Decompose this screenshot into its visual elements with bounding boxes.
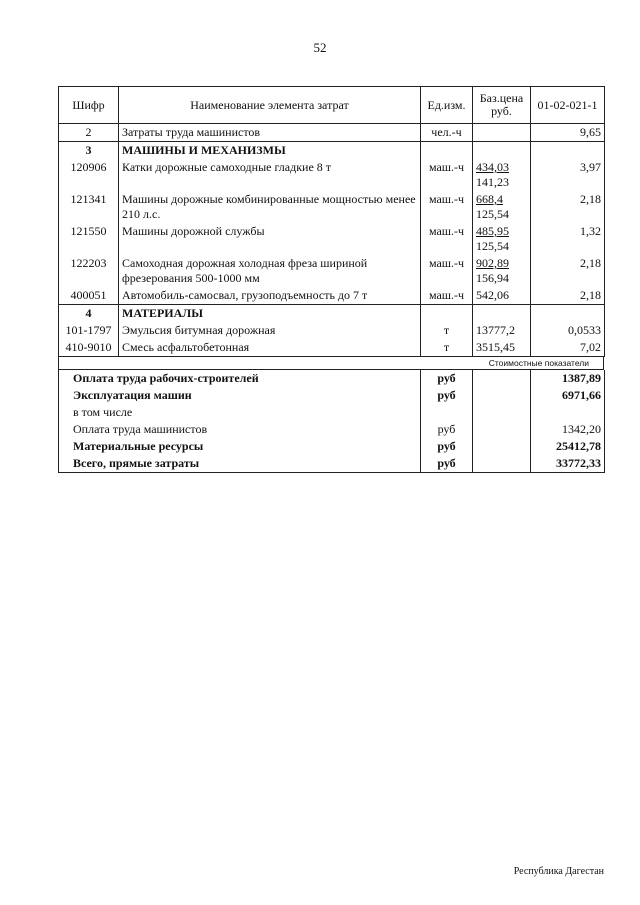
row-value: 2,18 xyxy=(531,287,605,305)
totals-empty xyxy=(473,404,531,421)
totals-value: 25412,78 xyxy=(531,438,605,455)
header-unit: Ед.изм. xyxy=(421,87,473,124)
totals-table xyxy=(58,370,605,473)
header-code: Шифр xyxy=(59,87,119,124)
row-price-main: 542,06 xyxy=(476,288,509,302)
row-code: 400051 xyxy=(59,287,119,305)
row-code: 101-1797 xyxy=(59,322,119,339)
totals-unit: руб xyxy=(421,438,473,455)
row-price-main: 668,4 xyxy=(476,192,503,206)
header-price-line2: руб. xyxy=(491,104,512,118)
table-row xyxy=(59,124,605,142)
header-price xyxy=(473,87,531,124)
row-value: 7,02 xyxy=(531,339,605,357)
row-name: Смесь асфальтобетонная xyxy=(119,339,421,357)
row-price xyxy=(473,255,531,287)
totals-label: Эксплуатация машин xyxy=(59,387,421,404)
row-unit: маш.-ч xyxy=(421,159,473,191)
totals-row xyxy=(59,421,605,438)
row-code: 122203 xyxy=(59,255,119,287)
totals-row xyxy=(59,387,605,404)
table-row xyxy=(59,255,605,287)
row-code: 121550 xyxy=(59,223,119,255)
row-code: 410-9010 xyxy=(59,339,119,357)
table-row xyxy=(59,322,605,339)
row-price-main: 3515,45 xyxy=(476,340,515,354)
section-row xyxy=(59,305,605,323)
row-price xyxy=(473,191,531,223)
row-unit: маш.-ч xyxy=(421,255,473,287)
cost-table-block xyxy=(58,86,604,473)
totals-label: в том числе xyxy=(59,404,421,421)
page-number: 52 xyxy=(313,40,327,55)
totals-label: Оплата труда машинистов xyxy=(59,421,421,438)
cost-caption: Стоимостные показатели xyxy=(58,357,604,370)
totals-value: 1387,89 xyxy=(531,370,605,387)
totals-unit: руб xyxy=(421,387,473,404)
table-row xyxy=(59,223,605,255)
row-price xyxy=(473,287,531,305)
section-row xyxy=(59,142,605,160)
row-unit: т xyxy=(421,339,473,357)
totals-row xyxy=(59,370,605,387)
row-price-main: 485,95 xyxy=(476,224,509,238)
row-price xyxy=(473,142,531,160)
row-price xyxy=(473,339,531,357)
row-name: Автомобиль-самосвал, грузоподъемность до 7 т xyxy=(119,287,421,305)
row-unit: маш.-ч xyxy=(421,191,473,223)
row-code: 121341 xyxy=(59,191,119,223)
totals-unit: руб xyxy=(421,455,473,473)
header-name: Наименование элемента затрат xyxy=(119,87,421,124)
row-code: 4 xyxy=(59,305,119,323)
row-price xyxy=(473,322,531,339)
header-price-line1: Баз.цена xyxy=(479,91,524,105)
header-norm: 01-02-021-1 xyxy=(531,87,605,124)
totals-label: Оплата труда рабочих-строителей xyxy=(59,370,421,387)
row-price xyxy=(473,124,531,142)
row-code: 3 xyxy=(59,142,119,160)
row-unit: т xyxy=(421,322,473,339)
totals-value: 6971,66 xyxy=(531,387,605,404)
row-price xyxy=(473,223,531,255)
totals-row xyxy=(59,455,605,473)
row-name: МАТЕРИАЛЫ xyxy=(119,305,421,323)
row-name: Машины дорожной службы xyxy=(119,223,421,255)
row-value: 9,65 xyxy=(531,124,605,142)
totals-empty xyxy=(473,387,531,404)
totals-unit: руб xyxy=(421,370,473,387)
row-price xyxy=(473,305,531,323)
row-unit: маш.-ч xyxy=(421,223,473,255)
row-price-salary: 141,23 xyxy=(476,175,509,189)
row-price-main: 902,89 xyxy=(476,256,509,270)
totals-empty xyxy=(473,370,531,387)
table-row xyxy=(59,191,605,223)
row-price-salary: 125,54 xyxy=(476,207,509,221)
row-price-main: 434,03 xyxy=(476,160,509,174)
totals-value: 1342,20 xyxy=(531,421,605,438)
table-row xyxy=(59,339,605,357)
totals-row xyxy=(59,404,605,421)
row-value xyxy=(531,305,605,323)
table-row xyxy=(59,287,605,305)
row-value: 3,97 xyxy=(531,159,605,191)
table-row xyxy=(59,159,605,191)
resource-table xyxy=(58,86,605,357)
row-value: 1,32 xyxy=(531,223,605,255)
table-body xyxy=(59,124,605,357)
row-unit xyxy=(421,305,473,323)
totals-unit xyxy=(421,404,473,421)
row-value: 0,0533 xyxy=(531,322,605,339)
row-name: Эмульсия битумная дорожная xyxy=(119,322,421,339)
totals-label: Всего, прямые затраты xyxy=(59,455,421,473)
row-unit: маш.-ч xyxy=(421,287,473,305)
totals-empty xyxy=(473,455,531,473)
row-name: Катки дорожные самоходные гладкие 8 т xyxy=(119,159,421,191)
row-name: Самоходная дорожная холодная фреза шириной фрезерования 500-1000 мм xyxy=(119,255,421,287)
totals-row xyxy=(59,438,605,455)
table-header xyxy=(59,87,605,124)
row-code: 120906 xyxy=(59,159,119,191)
row-code: 2 xyxy=(59,124,119,142)
row-price xyxy=(473,159,531,191)
row-name: Машины дорожные комбинированные мощностью менее 210 л.с. xyxy=(119,191,421,223)
footer-region: Республика Дагестан xyxy=(513,866,604,877)
row-value xyxy=(531,142,605,160)
totals-value xyxy=(531,404,605,421)
totals-empty xyxy=(473,438,531,455)
row-price-salary: 156,94 xyxy=(476,271,509,285)
totals-unit: руб xyxy=(421,421,473,438)
totals-label: Материальные ресурсы xyxy=(59,438,421,455)
row-name: Затраты труда машинистов xyxy=(119,124,421,142)
totals-value: 33772,33 xyxy=(531,455,605,473)
row-name: МАШИНЫ И МЕХАНИЗМЫ xyxy=(119,142,421,160)
row-value: 2,18 xyxy=(531,255,605,287)
row-unit xyxy=(421,142,473,160)
row-unit: чел.-ч xyxy=(421,124,473,142)
row-price-main: 13777,2 xyxy=(476,323,515,337)
totals-empty xyxy=(473,421,531,438)
row-price-salary: 125,54 xyxy=(476,239,509,253)
row-value: 2,18 xyxy=(531,191,605,223)
